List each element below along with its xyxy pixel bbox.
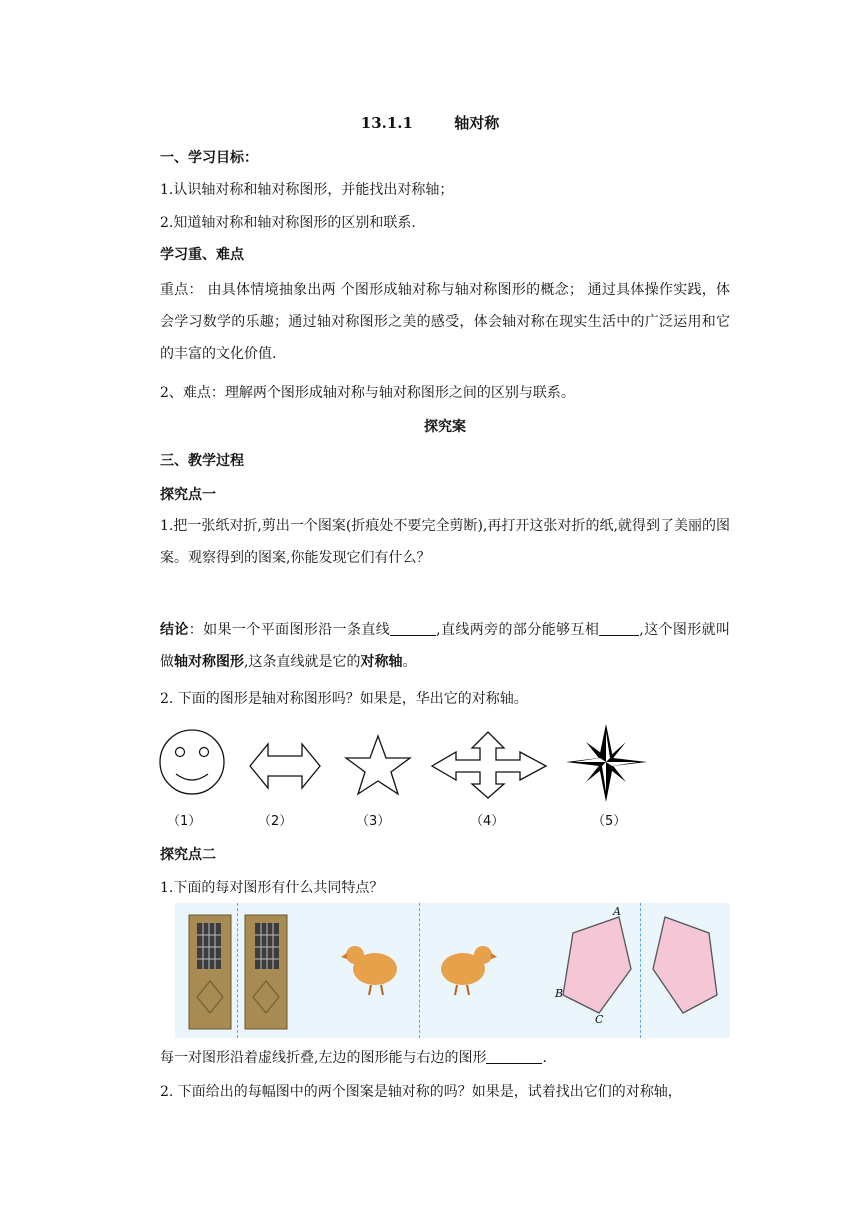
point1-question1: 1.把一张纸对折,剪出一个图案(折痕处不要完全剪断),再打开这张对折的纸,就得到了美丽的图案。观察得到的图案,你能发现它们有什么？ — [160, 518, 730, 566]
point2-question2: 2. 下面给出的每幅图中的两个图案是轴对称的吗？如果是，试着找出它们的对称轴， — [160, 1084, 682, 1100]
pentagon-right-icon — [653, 917, 717, 1013]
point2-question1: 1.下面的每对图形有什么共同特点？ — [160, 880, 384, 896]
four-way-arrow-figure — [432, 732, 546, 798]
figure-caption-3: （3） — [356, 814, 391, 829]
inquiry-title: 探究案 — [424, 419, 466, 435]
figure-row — [150, 724, 670, 804]
door-right-icon — [245, 915, 287, 1029]
figure-caption-5: （5） — [592, 814, 627, 829]
conclusion-paragraph — [160, 614, 730, 678]
conclusion-text-5: 。 — [402, 654, 417, 670]
point2-heading: 探究点二 — [160, 847, 216, 863]
vertex-label-a: A — [613, 905, 621, 918]
difficult-point: 2、难点：理解两个图形成轴对称与轴对称图形之间的区别与联系。 — [160, 385, 575, 401]
title-number: 13.1.1 — [360, 114, 413, 132]
fold-text: 每一对图形沿着虚线折叠,左边的图形能与右边的图形 — [160, 1050, 487, 1066]
point1-heading: 探究点一 — [160, 487, 216, 503]
chicken-left-icon — [341, 946, 397, 995]
compass-rose-figure — [566, 724, 647, 802]
section2-heading: 学习重、难点 — [160, 247, 244, 263]
figure-caption-1: （1） — [167, 814, 202, 829]
section3-heading: 三、教学过程 — [160, 453, 244, 469]
double-arrow-figure — [250, 744, 320, 788]
fold-end: . — [542, 1050, 547, 1066]
pentagon-left-icon — [563, 917, 631, 1013]
fold-statement — [160, 1048, 730, 1068]
objective-2: 2.知道轴对称和轴对称图形的区别和联系. — [160, 215, 416, 231]
section1-heading: 一、学习目标： — [160, 150, 258, 166]
conclusion-text-4: ,这条直线就是它的 — [244, 654, 361, 670]
conclusion-label: 结论 — [160, 622, 189, 638]
figure-caption-2: （2） — [258, 814, 293, 829]
answer-blank-1[interactable] — [390, 621, 436, 636]
conclusion-text-3: ,这个图形就叫做 — [160, 622, 731, 670]
key-point-paragraph: 重点： 由具体情境抽象出两 个图形成轴对称与轴对称图形的概念； 通过具体操作实践，体会学习数学的乐趣；通过轴对称图形之美的感受，体会轴对称在现实生活中的广泛运用和它的丰富的文化价值. — [160, 282, 730, 362]
page-title — [0, 112, 860, 133]
point1-question2: 2. 下面的图形是轴对称图形吗？如果是，华出它的对称轴。 — [160, 691, 528, 707]
vertex-label-c: C — [595, 1013, 604, 1026]
vertex-label-b: B — [555, 987, 564, 1000]
figure-caption-4: （4） — [470, 814, 505, 829]
answer-blank-2[interactable] — [599, 621, 639, 636]
image-drawing — [175, 903, 730, 1038]
answer-blank-3[interactable] — [486, 1049, 542, 1064]
objective-1: 1.认识轴对称和轴对称图形，并能找出对称轴； — [160, 182, 454, 198]
conclusion-text-2: ,直线两旁的部分能够互相 — [436, 622, 600, 638]
smiley-face-figure — [160, 730, 224, 794]
symmetric-pairs-image — [175, 903, 730, 1038]
term-symmetry-axis: 对称轴 — [360, 654, 403, 670]
star-figure — [346, 736, 410, 794]
term-axis-symmetric-figure: 轴对称图形 — [174, 654, 244, 670]
door-left-icon — [189, 915, 231, 1029]
conclusion-text-1: ：如果一个平面图形沿一条直线 — [188, 622, 391, 638]
chicken-right-icon — [441, 946, 497, 995]
title-text: 轴对称 — [454, 114, 500, 132]
